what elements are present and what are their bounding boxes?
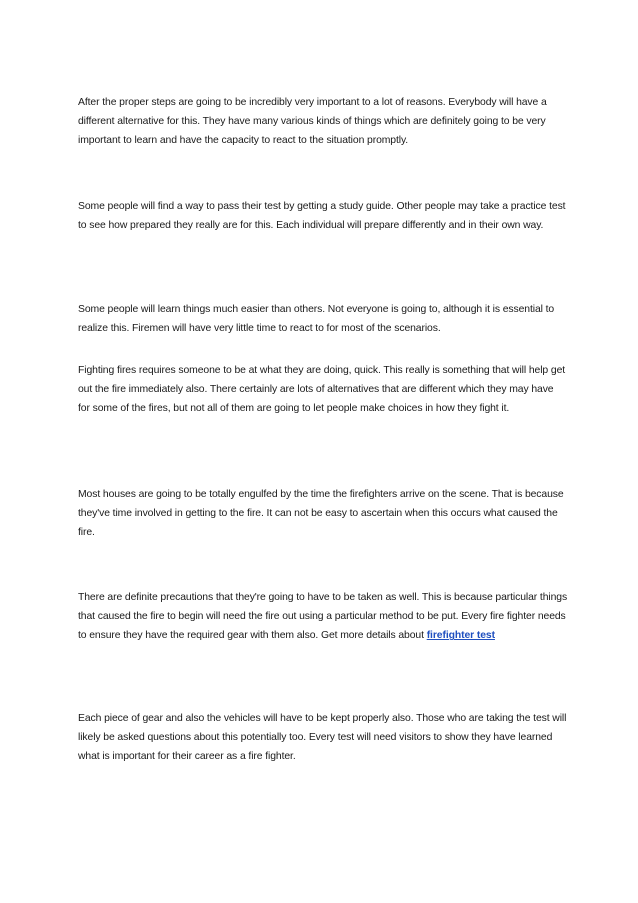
firefighter-test-link[interactable]: firefighter test [426,630,495,642]
paragraph-6-text: There are definite precautions that they're going to have to be taken as well. This is because particular things that caused the fire to begin will need the fire out using a particular method to be put. Every fire fighter needs to ensure they have the required gear with them also. Get more details about [78,592,568,642]
paragraph-5: Most houses are going to be totally engulfed by the time the firefighters arrive on the scene. That is because they've time involved in getting to the fire. It can not be easy to ascertain when this occurs what caused the fire. [78,489,564,539]
paragraph-7: Each piece of gear and also the vehicles will have to be kept properly also. Those who are taking the test will likely be asked questions about this potentially too. Every test will need visitors to show they have learned what is important for their career as a fire fighter. [78,713,567,763]
paragraph-2: Some people will find a way to pass their test by getting a study guide. Other people may take a practice test to see how prepared they really are for this. Each individual will prepare differently and in their own way. [78,201,566,232]
paragraph-6 [78,588,568,646]
paragraph-4: Fighting fires requires someone to be at what they are doing, quick. This really is something that will help get out the fire immediately also. There certainly are lots of alternatives that are different which they may have for some of the fires, but not all of them are going to let people make choices in how they fight it. [78,365,566,415]
paragraph-1: After the proper steps are going to be incredibly very important to a lot of reasons. Everybody will have a different alternative for this. They have many various kinds of things which are definitely going to be very important to learn and have the capacity to react to the situation promptly. [78,97,547,147]
paragraph-3: Some people will learn things much easier than others. Not everyone is going to, although it is essential to realize this. Firemen will have very little time to react to for most of the scenarios. [78,304,555,335]
